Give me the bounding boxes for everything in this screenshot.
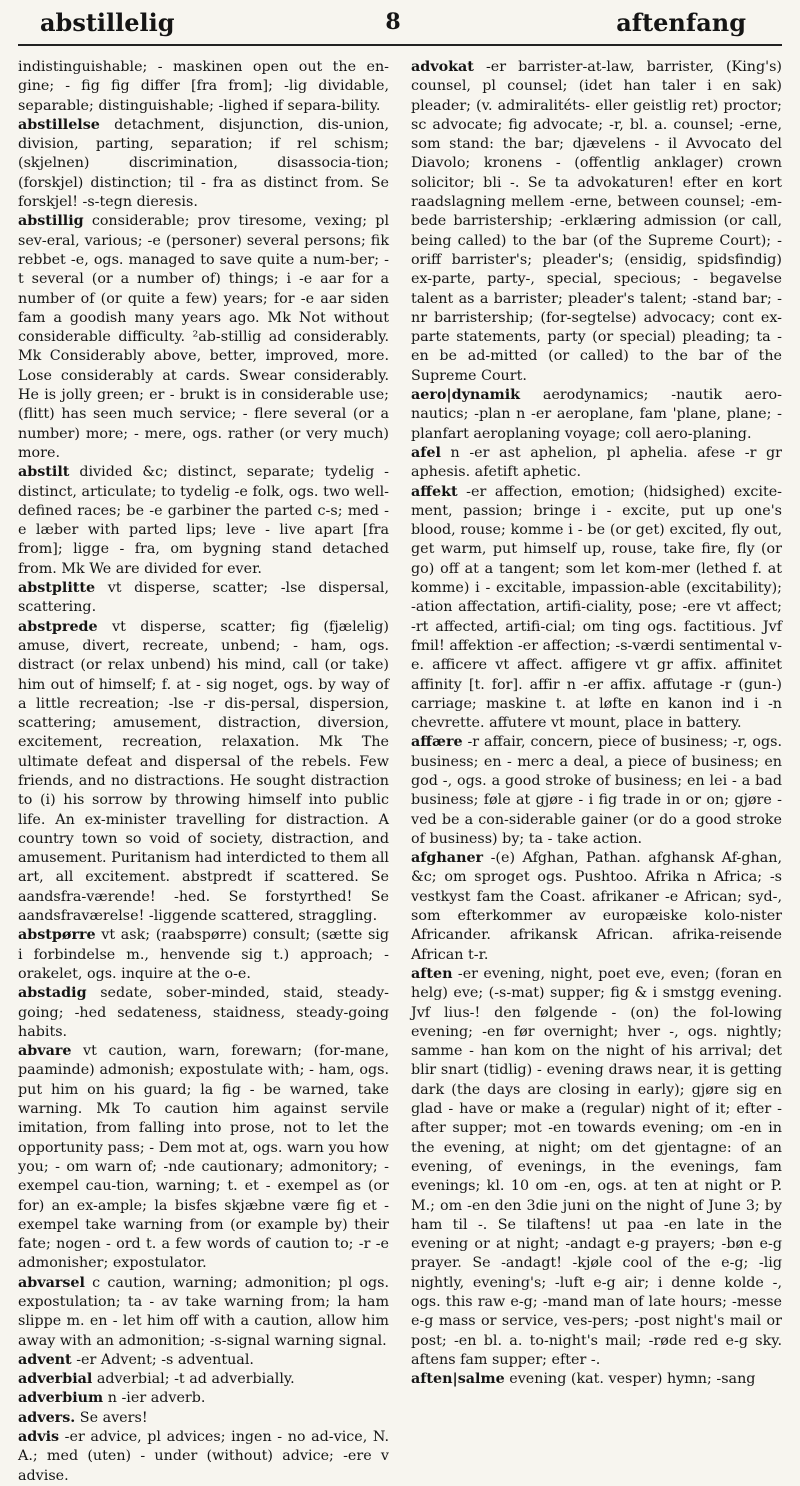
dictionary-entry <box>411 483 782 734</box>
entry-text: -er affection, emotion; (hidsighed) excite-ment, passion; bringe i - excite, put up one's blood, rouse; komme i - be (or get) excited, fly out, get warm, put himself up, rouse, take fire, fly (or go) off at a tangent; som let kom-mer (lethed f. at komme) i - excitable, impassion-able (excitability); -ation affectation, artifi-ciality, pose; -ere vt affect; -rt affected, artifi-cial; om ting ogs. factitious. Jvf fmil! affektion -er affection; -s-værdi sentimental v-e. afficere vt affect. affigere vt gr affix. affinitet affinity [t. for]. affir n -er affix. affutage -r (gun-) carriage; maskine t. at løfte en kanon ind i -n chevrette. affutere vt mount, place in battery. <box>411 483 783 732</box>
headword: affære <box>411 734 463 751</box>
headword: abstpørre <box>18 927 96 944</box>
dictionary-entry <box>411 444 782 483</box>
entry-text: -(e) Afghan, Pathan. afghansk Af-ghan, &c; om sproget ogs. Pushtoo. Afrika n Africa; -s vestkyst fam the Coast. afrikaner -e African; syd-, som efterkommer av europæiske kolo-nister Africander. afrikansk African. afrika-reisende African t-r. <box>411 850 782 963</box>
entry-text: vt disperse, scatter; fig (fjælelig) amuse, divert, recreate, unbend; - ham, ogs. distract (or relax unbend) his mind, call (or take) him out of himself; f. at - sig noget, ogs. by way of a little recreation; -lse -r dis-persal, dispersion, scattering; amusement, distraction, diversion, excitement, recreation, relaxation. Mk The ultimate defeat and dispersal of the rebels. Few friends, and no distractions. He sought distraction to (i) his sorrow by throwing himself into public life. An ex-minister travelling for distraction. A country town so void of society, distraction, and amusement. Puritanism had interdicted to them all art, all excitement. abstpredt if scattered. Se aandsfra-værende! -hed. Se forstyrthed! Se aandsfraværelse! -liggende scattered, straggling. <box>18 618 389 925</box>
entry-text: detachment, disjunction, dis-union, division, parting, separation; if rel schism; (skjelnen) discrimination, disassocia-tion; (forskjel) distinction; til - fra as distinct from. Se forskjel! -s-tegn dieresis. <box>18 116 389 211</box>
headword: advent <box>18 1351 72 1368</box>
right-column <box>411 58 782 1486</box>
dictionary-entry <box>18 1042 389 1274</box>
entry-text: divided &c; distinct, separate; tydelig - distinct, articulate; to tydelig -e folk, ogs. two well-defined races; be -e garbiner the parted c-s; med -e læber with parted lips; leve - live apart [fra from]; ligge - fra, om bygning stand detached from. Mk We are divided for ever. <box>18 464 389 577</box>
headword: advokat <box>411 59 474 75</box>
header-last-word: aftenfang <box>616 7 746 37</box>
headword: affekt <box>411 483 458 500</box>
dictionary-entry <box>411 733 782 849</box>
dictionary-entry <box>18 58 389 116</box>
entry-text: considerable; prov tiresome, vexing; pl sev-eral, various; -e (personer) several persons; fik rebbet -e, ogs. managed to save quite a num-ber; -t several (or a number of) things; i -e aar for a number of (or quite a few) years; for -e aar siden fam a goodish many years ago. Mk Not without considerable difficulty. ²ab-stillig ad considerably. Mk Considerably above, better, improved, more. Lose considerably at cards. Swear considerably. He is jolly green; er - brukt is in considerable use; (flitt) has seen much service; - flere several (or a number) more; - mere, ogs. rather (or very much) more. <box>18 213 390 461</box>
entry-text: aerodynamics; -nautik aero-nautics; -plan n -er aeroplane, fam 'plane, plane; -planfart aeroplaning voyage; coll aero-planing. <box>411 387 782 442</box>
entry-text: indistinguishable; - maskinen open out the en-gine; - fig fig differ [fra from]; -lig dividable, separable; distinguishable; -lighed if separa-bility. <box>18 59 389 114</box>
page-number: 8 <box>385 9 401 35</box>
headword: afel <box>411 444 441 461</box>
entry-text: -er advice, pl advices; ingen - no ad-vice, N. A.; med (uten) - under (without) advice; -ere v advise. <box>18 1429 390 1484</box>
headword: adverbium <box>18 1390 104 1407</box>
entry-text: evening (kat. vesper) hymn; -sang <box>509 1371 756 1388</box>
headword: abstprede <box>18 618 98 635</box>
entry-text: n -er ast aphelion, pl aphelia. afese -r gr aphesis. afetift aphetic. <box>411 444 783 481</box>
dictionary-entry <box>18 1409 389 1428</box>
dictionary-entry <box>18 926 389 984</box>
dictionary-entry <box>18 618 389 927</box>
headword: abstadig <box>18 985 87 1002</box>
entry-text: sedate, sober-minded, staid, steady-going; -hed sedateness, staidness, steady-going habits. <box>18 985 389 1040</box>
headword: adverbial <box>18 1371 93 1388</box>
headword: advers. <box>18 1409 76 1426</box>
entry-text: n -ier adverb. <box>107 1390 206 1407</box>
dictionary-entry <box>18 1274 389 1351</box>
dictionary-entry <box>411 386 782 444</box>
entry-text: vt caution, warn, forewarn; (for-mane, paaminde) admonish; expostulate with; - ham, ogs. put him on his guard; la fig - be warned, take warning. Mk To caution him against servile imitation, from falling into prose, not to let the opportunity pass; - Dem mot at, ogs. warn you how you; - om warn of; -nde cautionary; admonitory; - exempel cau-tion, warning; t. et - exempel as (or for) an ex-ample; la bisfes skjæbne være fig et - exempel take warning from (or example by) their fate; nogen - ord t. a few words of caution to; -r -e admonisher; expostulator. <box>18 1043 390 1272</box>
dictionary-entry <box>18 1428 389 1486</box>
dictionary-entry <box>411 58 782 386</box>
entry-text: c caution, warning; admonition; pl ogs. expostulation; ta - av take warning from; la ham slippe m. en - let him off with a caution, allow him away with an admonition; -s-signal warning signal. <box>18 1274 390 1349</box>
headword: abstilt <box>18 464 70 481</box>
dictionary-entry <box>411 849 782 965</box>
left-column <box>18 58 389 1486</box>
header-first-word: abstillelig <box>40 7 175 37</box>
entry-text: -r affair, concern, piece of business; -r, ogs. business; en - merc a deal, a piece of business; en god -, ogs. a good stroke of business; en lei - a bad business; føle at gjøre - i fig trade in or on; gjøre - ved be a con-siderable gainer (or do a good stroke of business) by; ta - take action. <box>411 734 783 847</box>
columns <box>18 58 782 1486</box>
entry-text: adverbial; -t ad adverbially. <box>96 1371 295 1388</box>
entry-text: vt ask; (raabspørre) consult; (sætte sig i forbindelse m., henvende sig t.) approach; - orakelet, ogs. inquire at the o-e. <box>18 927 390 982</box>
headword: abstillelse <box>18 116 100 133</box>
page-header <box>18 0 782 46</box>
dictionary-entry <box>18 116 389 212</box>
dictionary-entry <box>18 1370 389 1389</box>
entry-text: vt disperse, scatter; -lse dispersal, scattering. <box>18 580 389 616</box>
entry-text: Se avers! <box>79 1409 148 1426</box>
dictionary-entry <box>18 463 389 579</box>
headword: aero|dynamik <box>411 387 521 404</box>
headword: aften|salme <box>411 1371 505 1388</box>
headword: abvarsel <box>18 1274 85 1291</box>
headword: afghaner <box>411 850 484 867</box>
headword: abstillig <box>18 213 84 230</box>
headword: abstplitte <box>18 580 96 597</box>
entry-text: -er Advent; -s adventual. <box>76 1351 254 1368</box>
dictionary-entry <box>18 212 389 463</box>
dictionary-entry <box>411 965 782 1370</box>
dictionary-entry <box>18 1389 389 1408</box>
headword: abvare <box>18 1043 72 1060</box>
dictionary-entry <box>18 579 389 618</box>
dictionary-entry <box>411 1370 782 1389</box>
entry-text: -er evening, night, poet eve, even; (foran en helg) eve; (-s-mat) supper; fig & i smstgg evening. Jvf lius-! den følgende - (on) the fol-lowing evening; -en før overnight; hver -, ogs. nightly; samme - han kom on the night of his arrival; det blir snart (tidlig) - evening draws near, it is getting dark (the days are closing in early); gjøre sig en glad - have or make a (regular) night of it; efter - after supper; mot -en towards evening; om -en in the evening, at night; om det gjentagne: of an evening, of evenings, in the evenings, fam evenings; kl. 10 om -en, ogs. at ten at night or P. M.; om -en den 3die juni on the night of June 3; by ham til -. Se tilaftens! ut paa -en late in the evening or at night; -andagt e-g prayers; -bøn e-g prayer. Se -andagt! -kjøle cool of the e-g; -lig nightly, evening's; -luft e-g air; i denne kolde -, ogs. this raw e-g; -mand man of late hours; -messe e-g mass or service, ves-pers; -post night's mail or post; -en bl. a. to-night's mail; -røde red e-g sky. aftens fam supper; efter -. <box>411 965 782 1368</box>
headword: advis <box>18 1429 60 1446</box>
dictionary-entry <box>18 1351 389 1370</box>
headword: aften <box>411 965 453 982</box>
entry-text: -er barrister-at-law, barrister, (King's) counsel, pl counsel; (idet han taler i en sak) pleader; (v. admiralitéts- eller geistlig ret) proctor; sc advocate; fig advocate; -r, bl. a. counsel; -erne, som stand: the bar; djævelens - il Avvocato del Diavolo; kronens - (offentlig anklager) crown solicitor; bli -. Se ta advokaturen! efter en kort raadslagning mellem -erne, between counsel; -em-bede barristership; -erklæring admission (or call, being called) to the bar (of the Supreme Court); -oriff barrister's; pleader's; (ensidig, spidsfindig) ex-parte, party-, special, specious; - begavelse talent as a barrister; pleader's talent; -stand bar; -nr barristership; (for-segtelse) advocacy; cont ex-parte statements, party (or special) pleading; ta -en be ad-mitted (or called) to the bar of the Supreme Court. <box>411 59 782 384</box>
dictionary-entry <box>18 984 389 1042</box>
